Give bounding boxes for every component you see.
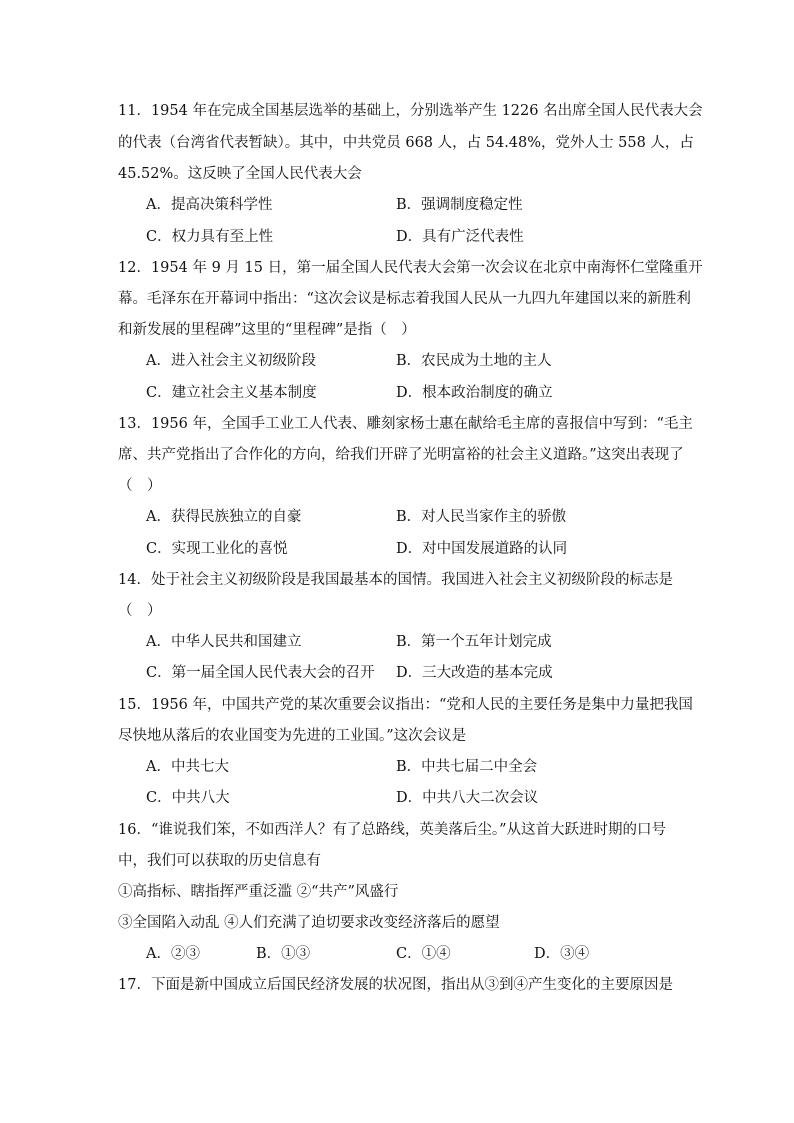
q15-option-b: B．中共七届二中全会 xyxy=(396,759,538,775)
q13-line-2: 席、共产党指出了合作化的方向，给我们开辟了光明富裕的社会主义道路。”这突出表现了 xyxy=(118,447,684,463)
q13-line-3: （ ） xyxy=(118,478,162,494)
q16-option-c: C．①④ xyxy=(396,946,451,962)
q16-option-d: D．③④ xyxy=(534,946,590,962)
q12-line-1: 12．1954 年 9 月 15 日，第一届全国人民代表大会第一次会议在北京中南海怀仁堂隆重开 xyxy=(118,260,703,276)
q13-option-a: A．获得民族独立的自豪 xyxy=(146,509,302,525)
q15-option-d: D．中共八大二次会议 xyxy=(396,790,539,806)
q12-line-3: 和新发展的里程碑”这里的“里程碑”是指（ ） xyxy=(118,322,416,338)
q14-line-2: （ ） xyxy=(118,603,162,619)
q11-option-d: D．具有广泛代表性 xyxy=(396,229,524,245)
q12-option-b: B．农民成为土地的主人 xyxy=(396,353,552,369)
q15-option-c: C．中共八大 xyxy=(146,790,230,806)
q13-line-1: 13．1956 年，全国手工业工人代表、雕刻家杨士惠在献给毛主席的喜报信中写到：“毛主 xyxy=(118,416,693,432)
q14-option-d: D．三大改造的基本完成 xyxy=(396,665,553,681)
q16-line-2: 中，我们可以获取的历史信息有 xyxy=(118,853,321,869)
q12-line-2: 幕。毛泽东在开幕词中指出：“这次会议是标志着我国人民从一九四九年建国以来的新胜利 xyxy=(118,291,691,307)
q11-line-1: 11．1954 年在完成全国基层选举的基础上，分别选举产生 1226 名出席全国人民代表大会 xyxy=(118,103,703,119)
q11-option-a: A．提高决策科学性 xyxy=(146,197,273,213)
q11-line-2: 的代表（台湾省代表暂缺）。其中，中共党员 668 人，占 54.48%，党外人士 558 人，占 xyxy=(118,135,694,151)
q16-option-b: B．①③ xyxy=(256,946,311,962)
q14-option-a: A．中华人民共和国建立 xyxy=(146,634,302,650)
q12-option-a: A．进入社会主义初级阶段 xyxy=(146,353,316,369)
q16-line-1: 16．“谁说我们笨，不如西洋人？有了总路线，英美落后尘。”从这首大跃进时期的口号 xyxy=(118,822,667,838)
q14-option-c: C．第一届全国人民代表大会的召开 xyxy=(146,665,375,681)
q16-statement-3-4: ③全国陷入动乱 ④人们充满了迫切要求改变经济落后的愿望 xyxy=(118,915,500,931)
q17-line-1: 17．下面是新中国成立后国民经济发展的状况图，指出从③到④产生变化的主要原因是 xyxy=(118,977,673,993)
q13-option-b: B．对人民当家作主的骄傲 xyxy=(396,509,567,525)
q14-option-b: B．第一个五年计划完成 xyxy=(396,634,552,650)
q11-line-3: 45.52%。这反映了全国人民代表大会 xyxy=(118,166,362,182)
q11-option-c: C．权力具有至上性 xyxy=(146,229,274,245)
q14-line-1: 14．处于社会主义初级阶段是我国最基本的国情。我国进入社会主义初级阶段的标志是 xyxy=(118,572,673,588)
q13-option-d: D．对中国发展道路的认同 xyxy=(396,541,568,557)
q13-option-c: C．实现工业化的喜悦 xyxy=(146,541,288,557)
q16-statement-1-2: ①高指标、瞎指挥严重泛滥 ②“共产”风盛行 xyxy=(118,884,399,900)
q16-option-a: A．②③ xyxy=(146,946,200,962)
q12-option-d: D．根本政治制度的确立 xyxy=(396,385,553,401)
q12-option-c: C．建立社会主义基本制度 xyxy=(146,385,317,401)
q15-line-2: 尽快地从落后的农业国变为先进的工业国。”这次会议是 xyxy=(118,728,467,744)
q11-option-b: B．强调制度稳定性 xyxy=(396,197,523,213)
q15-line-1: 15．1956 年，中国共产党的某次重要会议指出：“党和人民的主要任务是集中力量把我国 xyxy=(118,697,693,713)
q15-option-a: A．中共七大 xyxy=(146,759,229,775)
